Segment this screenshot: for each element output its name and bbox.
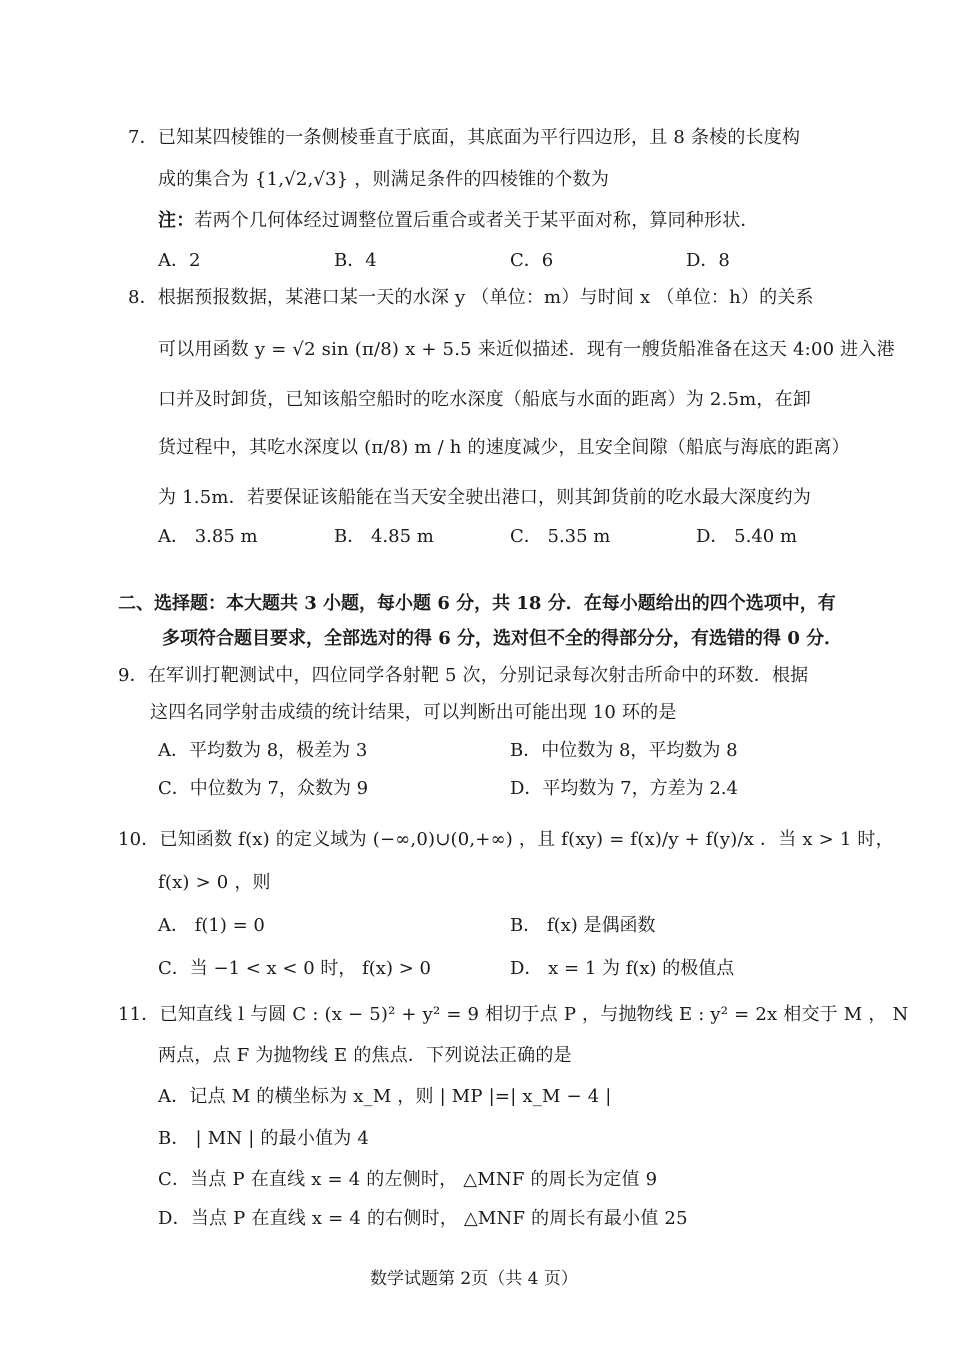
q8-line-2: 可以用函数 y = √2 sin (π/8) x + 5.5 来近似描述．现有一艘货船准备在这天 4:00 进入港	[158, 339, 895, 360]
q9-option-d: D．平均数为 7，方差为 2.4	[510, 778, 738, 799]
q9-option-a: A．平均数为 8，极差为 3	[158, 740, 368, 761]
q9-line-2: 这四名同学射击成绩的统计结果，可以判断出可能出现 10 环的是	[150, 702, 677, 723]
q11-option-d: D．当点 P 在直线 x = 4 的右侧时， △MNF 的周长有最小值 25	[158, 1208, 688, 1229]
q10-option-c: C．当 −1 < x < 0 时， f(x) > 0	[158, 958, 431, 979]
q7-note-label: 注：	[158, 210, 195, 231]
q11-option-a: A．记点 M 的横坐标为 x_M ，则 | MP |=| x_M − 4 |	[158, 1086, 612, 1107]
q8-option-c: C． 5.35 m	[510, 526, 611, 547]
q9-option-b: B．中位数为 8，平均数为 8	[510, 740, 738, 761]
q7-option-c: C．6	[510, 250, 554, 271]
q7-line-2: 成的集合为 {1,√2,√3} ，则满足条件的四棱锥的个数为	[158, 169, 610, 190]
q11-line-2: 两点，点 F 为抛物线 E 的焦点．下列说法正确的是	[158, 1045, 572, 1066]
q9-option-c: C．中位数为 7，众数为 9	[158, 778, 369, 799]
q8-option-d: D． 5.40 m	[696, 526, 798, 547]
q8-line-1: 8．根据预报数据，某港口某一天的水深 y （单位：m）与时间 x （单位：h）的关系	[128, 287, 814, 308]
q10-line-1: 10．已知函数 f(x) 的定义域为 (−∞,0)∪(0,+∞) ，且 f(xy) = f(x)/y + f(y)/x ．当 x > 1 时，	[118, 829, 894, 850]
q10-option-a: A． f(1) = 0	[158, 915, 265, 936]
q11-option-b: B． | MN | 的最小值为 4	[158, 1128, 369, 1149]
q9-line-1: 9．在军训打靶测试中，四位同学各射靶 5 次，分别记录每次射击所命中的环数．根据	[118, 665, 809, 686]
q7-option-a: A．2	[158, 250, 201, 271]
q7-note-text: 若两个几何体经过调整位置后重合或者关于某平面对称，算同种形状．	[194, 210, 759, 231]
page-footer: 数学试题第 2页（共 4 页）	[370, 1269, 578, 1289]
q8-option-b: B． 4.85 m	[334, 526, 434, 547]
q11-line-1: 11．已知直线 l 与圆 C : (x − 5)² + y² = 9 相切于点 P ，与抛物线 E : y² = 2x 相交于 M ， N	[118, 1004, 909, 1025]
q8-line-3: 口并及时卸货，已知该船空船时的吃水深度（船底与水面的距离）为 2.5m，在卸	[158, 389, 812, 410]
section-2-line-1: 二、选择题：本大题共 3 小题，每小题 6 分，共 18 分．在每小题给出的四个选项中，有	[118, 593, 836, 614]
q11-option-c: C．当点 P 在直线 x = 4 的左侧时， △MNF 的周长为定值 9	[158, 1169, 658, 1190]
q8-line-5: 为 1.5m．若要保证该船能在当天安全驶出港口，则其卸货前的吃水最大深度约为	[158, 487, 812, 508]
q8-option-a: A． 3.85 m	[158, 526, 258, 547]
q7-option-d: D．8	[686, 250, 730, 271]
q10-option-d: D． x = 1 为 f(x) 的极值点	[510, 958, 735, 979]
q7-note	[158, 209, 759, 233]
section-2-line-2: 多项符合题目要求，全部选对的得 6 分，选对但不全的得部分分，有选错的得 0 分．	[162, 628, 843, 649]
q7-option-b: B．4	[334, 250, 377, 271]
q10-option-b: B． f(x) 是偶函数	[510, 915, 656, 936]
q10-line-2: f(x) > 0 ，则	[158, 872, 271, 893]
q8-line-4: 货过程中，其吃水深度以 (π/8) m / h 的速度减少，且安全间隙（船底与海底的距离）	[158, 437, 850, 458]
q7-line-1: 7．已知某四棱锥的一条侧棱垂直于底面，其底面为平行四边形，且 8 条棱的长度构	[128, 127, 801, 148]
